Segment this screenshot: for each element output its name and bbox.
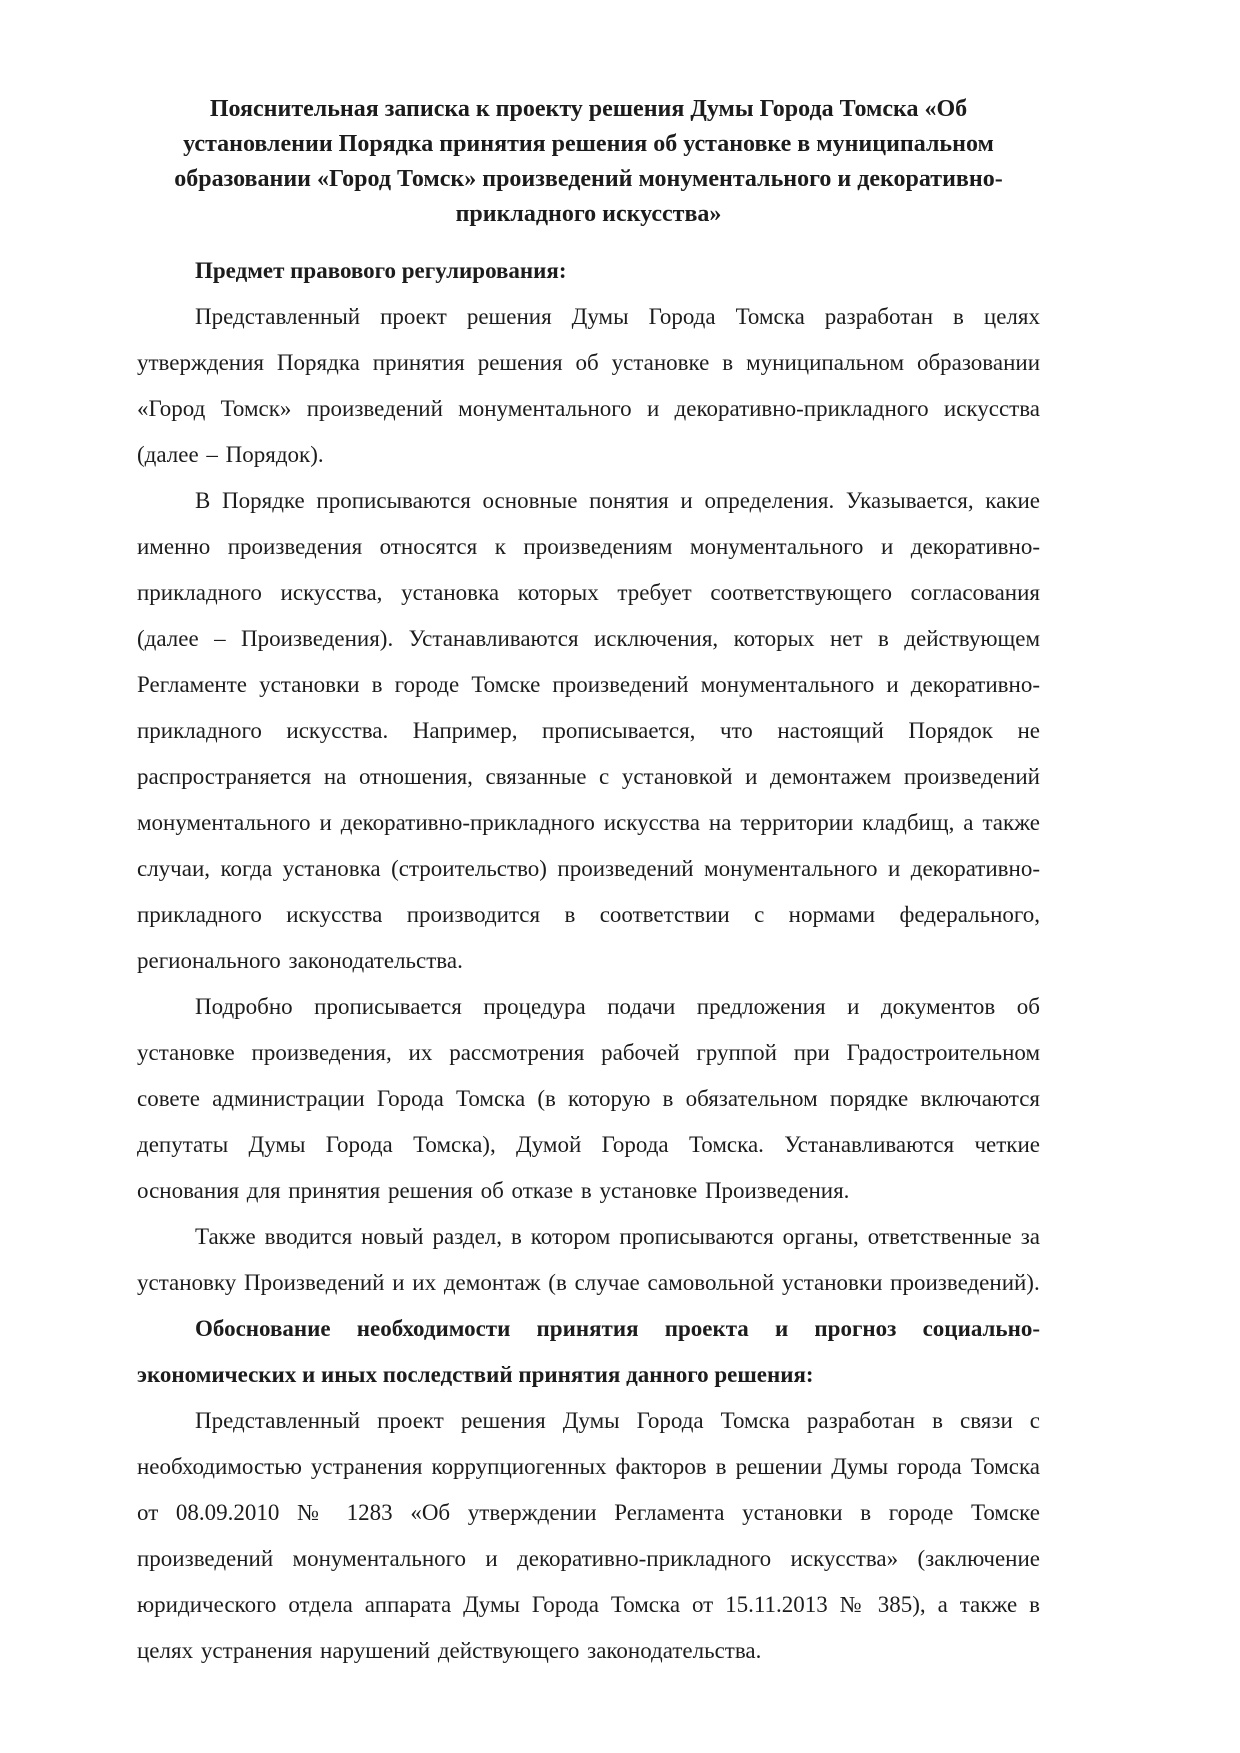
paragraph: В Порядке прописываются основные понятия и определения. Указывается, какие именно произведения относятся к произведениям монументального и декоративно-прикладного искусства, установка которых требует соответствующего согласования (далее – Произведения). Устанавливаются исключения, которых нет в действующем Регламенте установки в городе Томске произведений монументального и декоративно-прикладного искусства. Например, прописывается, что настоящий Порядок не распространяется на отношения, связанные с установкой и демонтажем произведений монументального и декоративно-прикладного искусства на территории кладбищ, а также случаи, когда установка (строительство) произведений монументального и декоративно-прикладного искусства производится в соответствии с нормами федерального, регионального законодательства. [137,488,1040,973]
section-heading-justification: Обоснование необходимости принятия проекта и прогноз социально-экономических и иных последствий принятия данного решения: [137,1316,1040,1387]
paragraph: Представленный проект решения Думы Города Томска разработан в связи с необходимостью устранения коррупциогенных факторов в решении Думы города Томска от 08.09.2010 № 1283 «Об утверждении Регламента установки в городе Томске произведений монументального и декоративно-прикладного искусства» (заключение юридического отдела аппарата Думы Города Томска от 15.11.2013 № 385), а также в целях устранения нарушений действующего законодательства. [137,1408,1040,1663]
paragraph: Представленный проект решения Думы Города Томска разработан в целях утверждения Порядка принятия решения об установке в муниципальном образовании «Город Томск» произведений монументального и декоративно-прикладного искусства (далее – Порядок). [137,304,1040,467]
section-heading-subject: Предмет правового регулирования: [195,258,567,283]
paragraph: Подробно прописывается процедура подачи предложения и документов об установке произведения, их рассмотрения рабочей группой при Градостроительном совете администрации Города Томска (в которую в обязательном порядке включаются депутаты Думы Города Томска), Думой Города Томска. Устанавливаются четкие основания для принятия решения об отказе в установке Произведения. [137,994,1040,1203]
document-title: Пояснительная записка к проекту решения Думы Города Томска «Об установлении Порядка принятия решения об установке в муниципальном образовании «Город Томск» произведений монументального и декоративно-прикладного искусства» [174,96,1003,227]
paragraph: Также вводится новый раздел, в котором прописываются органы, ответственные за установку Произведений и их демонтаж (в случае самовольной установки произведений). [137,1224,1040,1295]
